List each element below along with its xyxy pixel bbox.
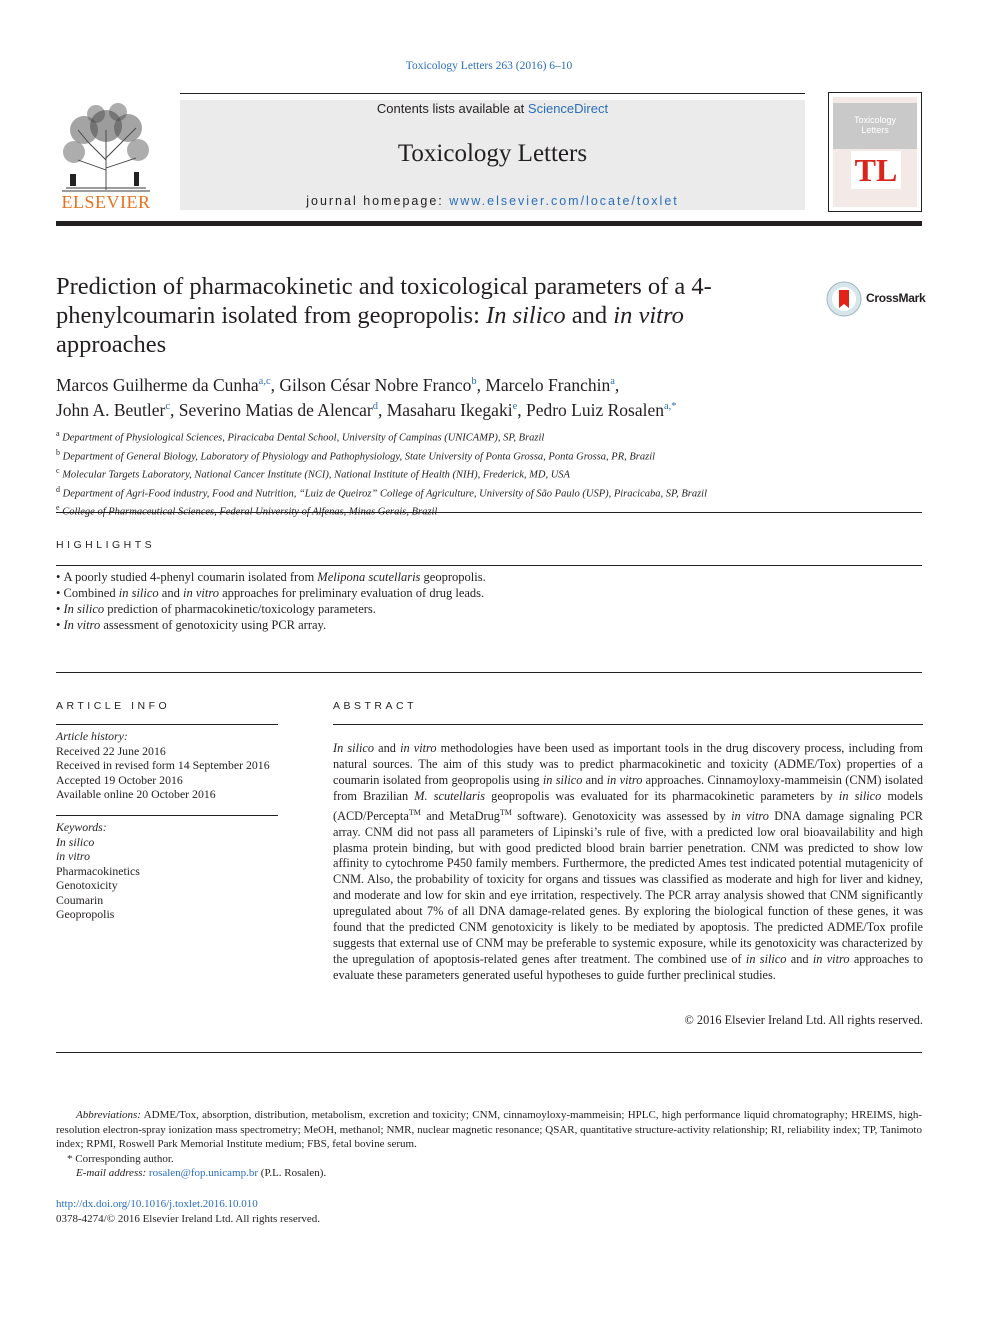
author-separator: ,: [270, 374, 280, 395]
article-history: [56, 729, 278, 802]
author[interactable]: [279, 375, 476, 395]
highlight-text: Combined: [63, 586, 119, 600]
homepage-link[interactable]: www.elsevier.com/locate/toxlet: [449, 194, 679, 208]
author-name[interactable]: Masaharu Ikegaki: [386, 399, 513, 420]
journal-cover-thumbnail[interactable]: [828, 92, 922, 212]
homepage-prefix: journal homepage:: [306, 194, 450, 208]
cover-title: [833, 115, 917, 135]
trademark-mark: TM: [499, 807, 512, 817]
list-item: [56, 585, 922, 601]
author[interactable]: [179, 400, 378, 420]
footnotes: [56, 1108, 922, 1181]
header-top-rule: [180, 93, 805, 94]
author[interactable]: [387, 400, 518, 420]
abstract-text: and: [374, 741, 401, 755]
highlight-emphasis: In silico: [63, 602, 105, 616]
bullet: •: [56, 570, 61, 584]
author-name[interactable]: Severino Matias de Alencar: [178, 399, 373, 420]
cover-logo: TL: [854, 152, 898, 188]
keyword: Pharmacokinetics: [56, 863, 140, 878]
bullet: •: [56, 618, 61, 632]
highlight-emphasis: in silico: [118, 586, 159, 600]
abstract-heading: ABSTRACT: [333, 700, 418, 712]
author-name[interactable]: Pedro Luiz Rosalen: [525, 399, 665, 420]
affiliation-key: b: [56, 447, 60, 457]
corresponding-text: Corresponding author.: [72, 1152, 174, 1165]
abstract-emphasis: in silico: [745, 951, 787, 966]
author-affiliation-mark[interactable]: a: [610, 376, 615, 387]
sciencedirect-link[interactable]: ScienceDirect: [527, 101, 609, 116]
affiliation-text: Department of General Biology, Laboratory of Physiology and Pathophysiology, State University of Ponta Grossa, Ponta Grossa, PR, Brazil: [62, 451, 656, 462]
abstract-emphasis: In silico: [333, 741, 375, 755]
title-text: and: [565, 302, 614, 329]
abstract-emphasis: in vitro: [606, 772, 643, 787]
highlight-text: prediction of pharmacokinetic/toxicology parameters.: [104, 602, 376, 616]
received-date: Received 22 June 2016: [56, 743, 166, 758]
email-footnote: [56, 1166, 922, 1181]
divider: [56, 565, 922, 566]
keyword: In silico: [56, 834, 95, 849]
highlights-heading: HIGHLIGHTS: [56, 539, 156, 551]
abstract-emphasis: in vitro: [400, 741, 437, 755]
doi-block: [56, 1197, 320, 1227]
list-item: [56, 569, 922, 585]
author-affiliation-mark[interactable]: a,*: [664, 400, 677, 412]
abstract-text: and: [582, 772, 607, 787]
elsevier-tree-logo: [56, 100, 156, 192]
author[interactable]: [56, 400, 170, 420]
history-label: Article history:: [56, 729, 128, 743]
keyword: Genotoxicity: [56, 878, 118, 892]
abstract-emphasis: in silico: [838, 788, 882, 803]
journal-homepage: [180, 194, 805, 208]
author-name[interactable]: Gilson César Nobre Franco: [279, 374, 472, 395]
divider: [56, 672, 922, 673]
affiliation-text: Department of Agri-Food industry, Food and Nutrition, “Luiz de Queiroz” College of Agriculture, University of São Paulo (USP), Piracicaba, SP, Brazil: [62, 488, 707, 499]
keyword: Coumarin: [56, 892, 104, 907]
abbreviations-footnote: [56, 1108, 922, 1152]
affiliation-text: College of Pharmaceutical Sciences, Federal University of Alfenas, Minas Gerais, Brazil: [62, 506, 438, 518]
affiliation-key: a: [56, 429, 60, 438]
list-item: [56, 601, 922, 617]
author-name[interactable]: Marcos Guilherme da Cunha: [56, 374, 259, 395]
highlight-text: approaches for preliminary evaluation of drug leads.: [218, 586, 485, 600]
highlight-text: A poorly studied 4-phenyl coumarin isolated from: [63, 570, 318, 584]
journal-name: Toxicology Letters: [397, 140, 588, 167]
bullet: •: [56, 602, 61, 616]
divider: [56, 815, 278, 816]
header-bottom-rule: [56, 221, 922, 226]
revised-date: Received in revised form 14 September 2016: [56, 758, 270, 772]
affiliation: [56, 501, 922, 520]
abstract-text: methodologies have been used as important tools in the drug discovery process, including from natural sources. The aim of this study was to predict pharmacokinetic and toxicity (ADME/Tox) properties of a coumarin isolated from geopropolis using: [333, 741, 923, 787]
affiliation: [56, 427, 922, 446]
highlights-list: [56, 569, 922, 633]
highlight-text: assessment of genotoxicity using PCR array.: [100, 618, 327, 632]
accepted-date: Accepted 19 October 2016: [56, 772, 183, 787]
highlight-text: and: [158, 586, 183, 600]
abstract-text: and MetaDrug: [420, 808, 500, 823]
contents-prefix: Contents lists available at: [376, 101, 528, 116]
highlight-emphasis: Melipona scutellaris: [317, 570, 421, 584]
author-name[interactable]: John A. Beutler: [56, 399, 166, 420]
crossmark-badge[interactable]: [826, 281, 926, 317]
author-name[interactable]: Marcelo Franchin: [485, 374, 611, 395]
affiliation-text: Molecular Targets Laboratory, National Cancer Institute (NCI), National Institute of Health (NIH), Frederick, MD, USA: [62, 469, 570, 481]
divider: [56, 1052, 922, 1053]
affiliation: [56, 483, 922, 502]
keywords-label: Keywords:: [56, 820, 107, 834]
bullet: •: [56, 586, 61, 600]
abbreviations-text: ADME/Tox, absorption, distribution, metabolism, excretion and toxicity; CNM, cinnamoyloxy-mammeisin; HPLC, high performance liquid chromatography; HREIMS, high-resolution electron-spray ionization mass spectrometry; MeOH, methanol; NMR, nuclear magnetic resonance; QSAR, quantitative structure-activity relationship; RI, reliability index; TP, Tanimoto index; RPMI, Roswell Park Memorial Institute medium; FBS, fetal bovine serum.: [56, 1109, 922, 1150]
abstract-text: models (ACD/Percepta: [333, 788, 923, 823]
online-date: Available online 20 October 2016: [56, 787, 216, 801]
author-separator: ,: [170, 399, 179, 420]
abstract-text: DNA damage signaling PCR array. CNM did not pass all parameters of Lipinski’s rule of five, with a predicted low oral bioavailability and high plasma protein binding, but with good predicted blood brain barrier penetration. CNM was predicted to show low affinity to cytochrome P450 family members. Furthermore, the predicted Ames test indicated potential mutagenicity of CNM. Also, the probability of toxicity for organs and tissues was classified as moderate and high for liver and kidney, and moderate and low for skin and eye irritation, respectively. The PCR array analysis showed that CNM significantly upregulated about 7% of all DNA damage-related genes. By exploring the biological function of these genes, it was found that the predicted CNM genotoxicity is likely to be mediated by apoptosis. The predicted ADME/Tox profile suggests that external use of CNM may be preferable to systemic exposure, while its genotoxicity was characterized by the upregulation of apoptosis-related genes after treatment. The combined use of: [333, 808, 923, 966]
keyword: Geopropolis: [56, 907, 115, 921]
affiliation: [56, 446, 922, 465]
abstract-body: [333, 741, 923, 984]
affiliation-text: Department of Physiological Sciences, Piracicaba Dental School, University of Campinas (UNICAMP), SP, Brazil: [62, 432, 545, 444]
divider: [56, 512, 922, 513]
crossmark-label: CrossMark: [866, 291, 926, 305]
affiliation-key: d: [56, 484, 60, 494]
abstract-copyright: © 2016 Elsevier Ireland Ltd. All rights reserved.: [684, 1013, 923, 1027]
email-label: E-mail address:: [76, 1167, 147, 1179]
affiliation-key: e: [56, 503, 60, 512]
title-emphasis: In silico: [486, 302, 566, 329]
list-item: [56, 617, 922, 633]
author-separator: ,: [476, 374, 486, 395]
divider: [56, 724, 278, 725]
abstract-text: approaches. Cinnamoyloxy-mammeisin (CNM) isolated from Brazilian: [333, 772, 924, 803]
publisher-wordmark: ELSEVIER: [61, 192, 151, 212]
author[interactable]: [485, 375, 615, 395]
title-text: approaches: [56, 331, 167, 358]
abstract-emphasis: M. scutellaris: [414, 788, 486, 803]
trademark-mark: TM: [408, 807, 421, 817]
article-info-heading: ARTICLE INFO: [56, 700, 171, 712]
abbreviations-label: Abbreviations:: [76, 1109, 141, 1121]
abstract-text: geopropolis was evaluated for its pharmacokinetic parameters by: [485, 788, 839, 803]
keywords: [56, 820, 278, 922]
divider: [333, 724, 923, 725]
author-separator: ,: [377, 399, 387, 420]
article-title: [56, 272, 796, 359]
abstract-text: software). Genotoxicity was assessed by: [511, 808, 732, 823]
issn-line: 0378-4274/© 2016 Elsevier Ireland Ltd. All rights reserved.: [56, 1213, 321, 1225]
author[interactable]: [56, 375, 271, 395]
author-affiliation-mark[interactable]: b: [471, 376, 477, 387]
title-text: Prediction of pharmacokinetic and toxicological parameters of a 4-phenylcoumarin isolated from geopropolis:: [56, 273, 712, 329]
corresponding-mark: *: [67, 1152, 73, 1165]
highlight-emphasis: in vitro: [182, 586, 219, 600]
cover-title-line2: Letters: [861, 125, 889, 135]
abstract-emphasis: in vitro: [812, 951, 850, 966]
author-affiliation-mark[interactable]: e: [512, 400, 518, 412]
abstract-emphasis: in vitro: [731, 808, 769, 823]
crossmark-icon: [826, 281, 862, 317]
abstract-text: and: [786, 951, 813, 966]
doi-link[interactable]: http://dx.doi.org/10.1016/j.toxlet.2016.10.010: [56, 1198, 258, 1210]
author[interactable]: [526, 400, 677, 420]
journal-citation[interactable]: Toxicology Letters 263 (2016) 6–10: [405, 60, 573, 72]
author-list: [56, 371, 922, 421]
keyword: in vitro: [56, 849, 90, 863]
abstract-emphasis: in silico: [542, 772, 583, 787]
highlight-emphasis: In vitro: [63, 618, 101, 632]
contents-line: [180, 101, 805, 116]
affiliation-list: [56, 427, 922, 520]
author-affiliation-mark[interactable]: a,c: [258, 376, 271, 387]
email-suffix: (P.L. Rosalen).: [258, 1167, 327, 1179]
title-emphasis: in vitro: [613, 302, 684, 329]
author-separator: ,: [614, 374, 620, 395]
affiliation: [56, 464, 922, 483]
affiliation-key: c: [56, 466, 60, 475]
author-separator: ,: [517, 399, 526, 420]
highlight-text: geopropolis.: [420, 570, 486, 584]
corresponding-footnote: [56, 1152, 922, 1167]
author-affiliation-mark[interactable]: c: [165, 400, 171, 412]
cover-title-line1: Toxicology: [853, 115, 897, 125]
abstract-text: approaches to evaluate these parameters generated useful hypotheses to guide further preclinical studies.: [333, 951, 923, 982]
author-affiliation-mark[interactable]: d: [372, 400, 378, 412]
email-link[interactable]: rosalen@fop.unicamp.br: [148, 1167, 259, 1179]
